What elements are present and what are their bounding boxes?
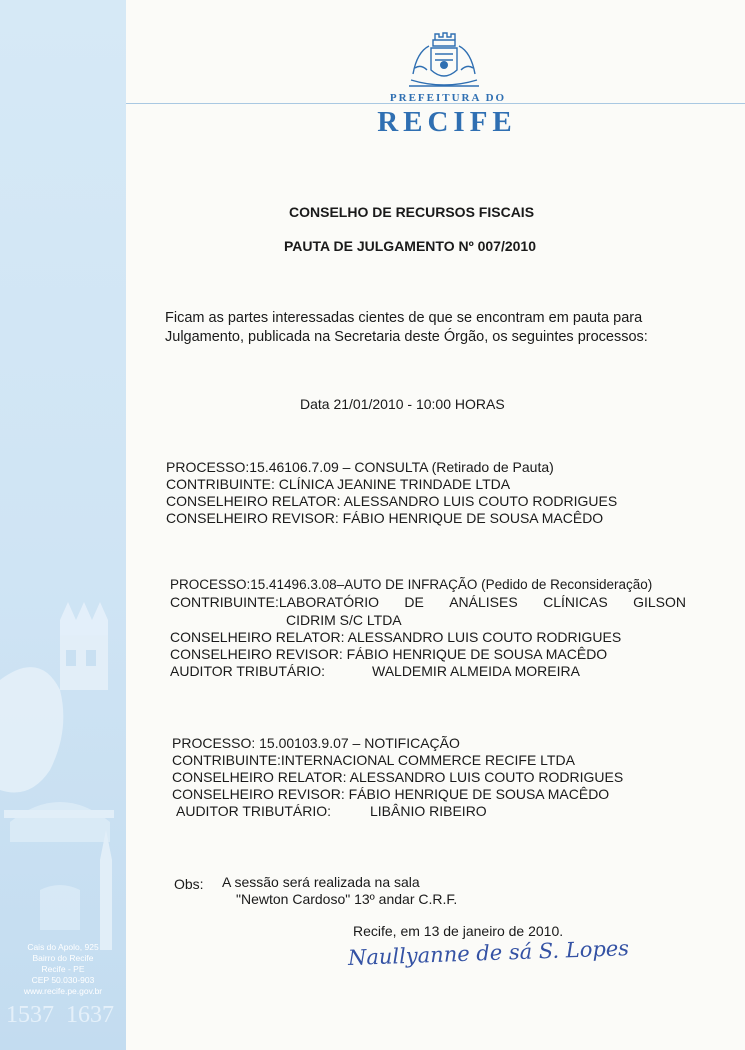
process3-line: CONSELHEIRO RELATOR: ALESSANDRO LUIS COUTO RODRIGUES — [172, 769, 624, 785]
handwritten-signature: Naullyanne de sá S. Lopes — [347, 936, 630, 970]
svg-text:1537: 1537 — [6, 1002, 54, 1028]
process2-revisor: CONSELHEIRO REVISOR: FÁBIO HENRIQUE DE SOUSA MACÊDO — [170, 646, 608, 662]
process3-auditor-name: LIBÂNIO RIBEIRO — [370, 803, 487, 819]
process1-line: CONTRIBUINTE: CLÍNICA JEANINE TRINDADE LTDA — [166, 476, 511, 492]
prefeitura-label: PREFEITURA DO — [389, 92, 507, 104]
contribuinte-word: CLÍNICAS — [543, 594, 608, 610]
intro-line: Ficam as partes interessadas cientes de que se encontram em pauta para — [165, 310, 643, 326]
process2-auditor-label: AUDITOR TRIBUTÁRIO: — [170, 663, 326, 679]
process2-contribuinte-cont: CIDRIM S/C LTDA — [286, 612, 402, 628]
process3-line: CONTRIBUINTE:INTERNACIONAL COMMERCE RECIFE LTDA — [172, 752, 575, 768]
process3-line: CONSELHEIRO REVISOR: FÁBIO HENRIQUE DE SOUSA MACÊDO — [172, 786, 610, 802]
address-website: www.recife.pe.gov.br — [23, 986, 103, 996]
contribuinte-word: ANÁLISES — [449, 594, 518, 610]
process3-auditor-label: AUDITOR TRIBUTÁRIO: — [176, 803, 332, 819]
obs-text-room: "Newton Cardoso" 13º andar C.R.F. — [236, 891, 458, 907]
address-line: Recife - PE — [41, 964, 85, 974]
obs-text: A sessão será realizada na sala — [222, 874, 420, 890]
intro-line: Julgamento, publicada na Secretaria deste Órgão, os seguintes processos: — [165, 329, 648, 345]
session-date: Data 21/01/2010 - 10:00 HORAS — [300, 396, 505, 412]
recife-wordmark: RECIFE — [377, 106, 517, 138]
contribuinte-word: CONTRIBUINTE:LABORATÓRIO — [170, 594, 379, 610]
sidebar-watermark-band — [0, 0, 126, 1050]
address-line: Cais do Apolo, 925 — [27, 942, 99, 952]
process3-line: PROCESSO: 15.00103.9.07 – NOTIFICAÇÃO — [172, 735, 460, 751]
process1-line: CONSELHEIRO RELATOR: ALESSANDRO LUIS COUTO RODRIGUES — [166, 493, 618, 509]
contribuinte-word: DE — [404, 594, 424, 610]
agenda-title: PAUTA DE JULGAMENTO Nº 007/2010 — [284, 238, 536, 254]
coat-of-arms-icon — [405, 28, 483, 90]
place-and-date: Recife, em 13 de janeiro de 2010. — [353, 923, 564, 939]
process2-contribuinte — [170, 594, 686, 610]
process2-relator: CONSELHEIRO RELATOR: ALESSANDRO LUIS COUTO RODRIGUES — [170, 629, 622, 645]
address-line: Bairro do Recife — [32, 953, 94, 963]
contribuinte-word: GILSON — [633, 594, 686, 610]
council-title: CONSELHO DE RECURSOS FISCAIS — [289, 204, 535, 220]
svg-text:1637: 1637 — [66, 1002, 114, 1028]
process1-line: PROCESSO:15.46106.7.09 – CONSULTA (Retirado de Pauta) — [166, 459, 554, 475]
address-block — [0, 942, 126, 997]
process2-processo: PROCESSO:15.41496.3.08–AUTO DE INFRAÇÃO (Pedido de Reconsideração) — [170, 577, 653, 592]
address-line: CEP 50.030-903 — [31, 975, 95, 985]
obs-label: Obs: — [174, 876, 204, 892]
process1-line: CONSELHEIRO REVISOR: FÁBIO HENRIQUE DE SOUSA MACÊDO — [166, 510, 604, 526]
process2-auditor-name: WALDEMIR ALMEIDA MOREIRA — [372, 663, 580, 679]
